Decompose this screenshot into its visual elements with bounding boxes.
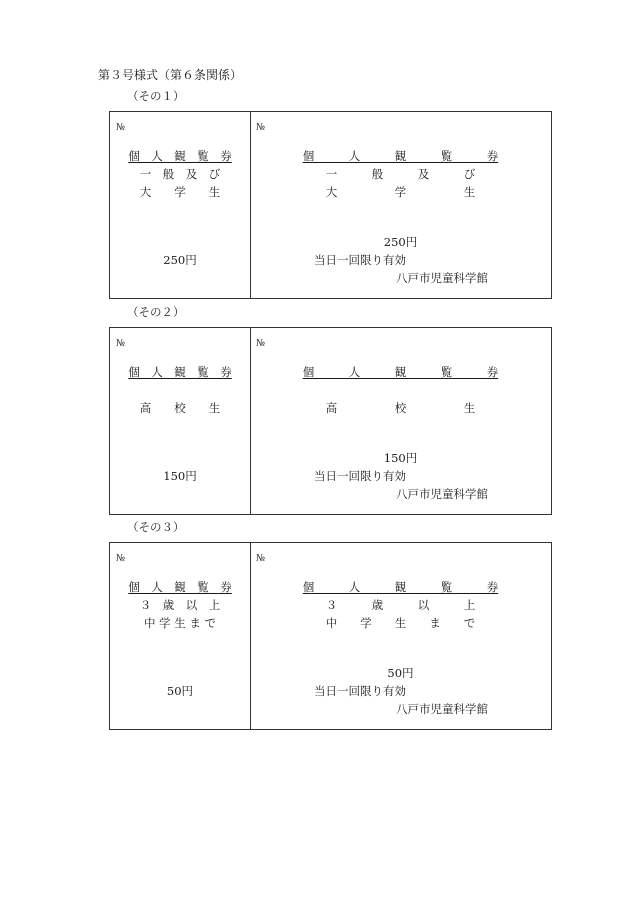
main-line-2: 高 校 生	[325, 401, 476, 415]
main-issuer: 八戸市児童科学館	[396, 487, 488, 501]
ticket-stub	[110, 543, 251, 729]
main-issuer: 八戸市児童科学館	[396, 702, 488, 716]
main-line-1: ３ 歳 以 上	[325, 598, 476, 612]
main-title: 個 人 観 覧 券	[302, 365, 499, 379]
stub-price: 250円	[163, 253, 197, 267]
section-label-1: （その１）	[127, 89, 185, 103]
main-price: 50円	[387, 666, 414, 680]
ticket-number-label: №	[116, 553, 125, 564]
ticket-main	[250, 112, 551, 298]
stub-line-2: 中 学 生 ま で	[143, 616, 217, 630]
stub-price: 150円	[163, 469, 197, 483]
main-title: 個 人 観 覧 券	[302, 149, 499, 163]
ticket-number-label: №	[256, 338, 265, 349]
stub-title: 個 人 観 覧 券	[128, 580, 232, 594]
section-label-2: （その２）	[127, 305, 185, 319]
stub-line-2: 大 学 生	[139, 185, 221, 199]
ticket-stub	[110, 328, 251, 514]
ticket-number-label: №	[256, 122, 265, 133]
main-validity: 当日一回限り有効	[314, 684, 406, 698]
stub-line-2: 高 校 生	[139, 401, 221, 415]
stub-title: 個 人 観 覧 券	[128, 149, 232, 163]
stub-line-1: ３ 歳 以 上	[139, 598, 221, 612]
ticket-number-label: №	[116, 122, 125, 133]
section-label-3: （その３）	[127, 520, 185, 534]
main-line-2: 大 学 生	[325, 185, 476, 199]
ticket-number-label: №	[116, 338, 125, 349]
stub-line-1: 一 般 及 び	[139, 167, 221, 181]
form-heading: 第３号様式（第６条関係）	[98, 68, 243, 82]
main-price: 150円	[383, 451, 418, 465]
stub-title: 個 人 観 覧 券	[128, 365, 232, 379]
main-validity: 当日一回限り有効	[314, 469, 406, 483]
ticket-stub	[110, 112, 251, 298]
ticket-number-label: №	[256, 553, 265, 564]
main-validity: 当日一回限り有効	[314, 253, 406, 267]
main-issuer: 八戸市児童科学館	[396, 271, 488, 285]
ticket-main	[250, 543, 551, 729]
main-line-2: 中 学 生 ま で	[325, 616, 476, 630]
ticket-2	[109, 327, 552, 515]
main-price: 250円	[383, 235, 418, 249]
ticket-main	[250, 328, 551, 514]
ticket-3	[109, 542, 552, 730]
ticket-1	[109, 111, 552, 299]
main-title: 個 人 観 覧 券	[302, 580, 499, 594]
main-line-1: 一 般 及 び	[325, 167, 476, 181]
stub-price: 50円	[166, 684, 194, 698]
